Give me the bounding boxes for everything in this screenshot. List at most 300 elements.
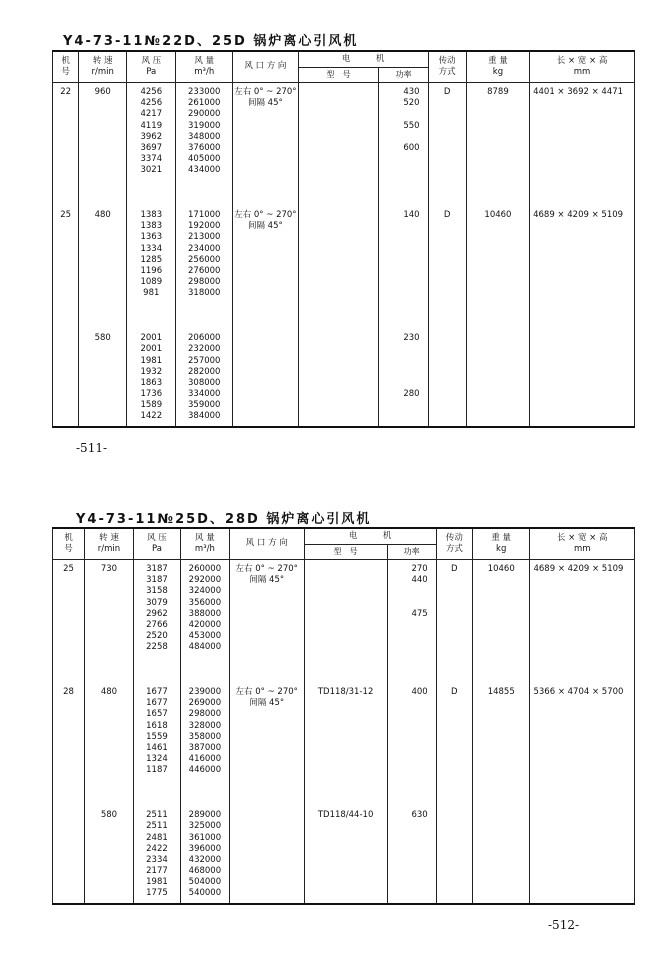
table-cell xyxy=(53,333,78,344)
table-cell xyxy=(467,356,529,367)
table-cell xyxy=(53,378,78,389)
table-cell xyxy=(53,98,78,109)
table-cell xyxy=(533,765,634,776)
table-cell xyxy=(437,866,472,877)
table-cell xyxy=(230,833,304,844)
table-cell xyxy=(299,143,379,154)
table-cell xyxy=(305,866,387,877)
col-power xyxy=(387,560,436,904)
col-drive xyxy=(428,83,466,427)
table-cell xyxy=(388,586,428,597)
table-cell xyxy=(533,709,634,720)
table-cell xyxy=(233,232,298,243)
table-cell xyxy=(388,765,428,776)
table-cell: 1089 xyxy=(140,277,163,288)
group-gap xyxy=(388,777,428,788)
table-cell: 420000 xyxy=(188,619,222,630)
table-cell xyxy=(53,221,78,232)
table-cell xyxy=(79,232,126,243)
table-cell xyxy=(473,888,530,899)
header-motor-type: 型 号 xyxy=(304,545,387,560)
group-gap xyxy=(53,322,78,333)
header-model-no: 机 号 xyxy=(53,51,79,83)
header-motor: 电 机 xyxy=(298,51,428,68)
table-cell xyxy=(230,721,304,732)
group-gap xyxy=(467,311,529,322)
table-cell xyxy=(533,877,634,888)
table-cell xyxy=(388,888,428,899)
group-gap xyxy=(181,665,229,676)
group-gap xyxy=(181,777,229,788)
header-drive: 传动 方式 xyxy=(428,51,466,83)
table-cell xyxy=(429,367,466,378)
table-cell xyxy=(467,400,529,411)
table-cell xyxy=(473,732,530,743)
table-cell xyxy=(85,642,133,653)
table-cell: D xyxy=(451,687,458,698)
group-gap xyxy=(429,300,466,311)
group-gap xyxy=(127,311,175,322)
group-gap xyxy=(53,777,84,788)
table-cell xyxy=(230,709,304,720)
table-cell xyxy=(473,586,530,597)
group-gap xyxy=(437,654,472,665)
table-cell: 2766 xyxy=(146,619,168,630)
header-drive: 传动 方式 xyxy=(436,528,472,560)
table-cell xyxy=(379,277,419,288)
group-gap xyxy=(473,777,530,788)
group-gap xyxy=(230,654,304,665)
table-cell xyxy=(429,109,466,120)
table-cell xyxy=(305,855,387,866)
table-cell xyxy=(467,378,529,389)
col-direction xyxy=(233,83,299,427)
group-gap xyxy=(388,799,428,810)
table-cell xyxy=(299,333,379,344)
table-cell: 14855 xyxy=(487,687,515,698)
table-cell: 328000 xyxy=(188,720,222,731)
group-gap xyxy=(533,788,634,799)
table-cell xyxy=(533,743,634,754)
group-gap xyxy=(233,199,298,210)
table-cell: 387000 xyxy=(188,743,222,753)
table-cell xyxy=(299,165,379,176)
table-cell xyxy=(429,132,466,143)
header-weight: 重 量 kg xyxy=(466,51,529,83)
col-drive xyxy=(436,560,472,904)
table-cell: 3962 xyxy=(140,131,163,142)
group-gap xyxy=(134,777,180,788)
group-gap xyxy=(473,799,530,810)
table-cell xyxy=(533,411,634,422)
group-gap xyxy=(379,300,419,311)
table-cell xyxy=(85,609,133,620)
group-gap xyxy=(176,322,232,333)
table-cell xyxy=(467,255,529,266)
col-motor-type xyxy=(304,560,387,904)
table-cell xyxy=(437,810,472,821)
table-cell xyxy=(53,411,78,422)
table-cell xyxy=(533,620,634,631)
table-cell: 400 xyxy=(411,687,428,698)
table-cell xyxy=(305,844,387,855)
group-gap xyxy=(467,199,529,210)
fan-spec-table xyxy=(52,527,635,905)
table-cell: 206000 xyxy=(188,333,221,344)
table-cell xyxy=(437,821,472,832)
table-cell xyxy=(53,356,78,367)
group-gap xyxy=(299,177,379,188)
table-cell: 280 xyxy=(403,389,420,400)
table-cell xyxy=(467,288,529,299)
group-gap xyxy=(53,788,84,799)
table-cell xyxy=(53,855,84,866)
group-gap xyxy=(176,188,232,199)
group-gap xyxy=(429,199,466,210)
table-cell xyxy=(53,575,84,586)
group-gap xyxy=(181,654,229,665)
table-cell xyxy=(79,255,126,266)
group-gap xyxy=(181,788,229,799)
table-cell xyxy=(79,132,126,143)
header-model-no: 机 号 xyxy=(53,528,85,560)
table-cell: 348000 xyxy=(188,131,221,142)
table-cell xyxy=(533,888,634,899)
table-cell xyxy=(388,855,428,866)
table-cell xyxy=(79,121,126,132)
table-cell xyxy=(305,698,387,709)
group-gap xyxy=(181,799,229,810)
group-gap xyxy=(533,199,634,210)
group-gap xyxy=(176,199,232,210)
table-cell: 28 xyxy=(63,687,74,698)
table-cell xyxy=(299,221,379,232)
group-gap xyxy=(134,676,180,687)
group-gap xyxy=(230,777,304,788)
table-cell xyxy=(53,631,84,642)
table-cell xyxy=(388,709,428,720)
table-cell xyxy=(299,411,379,422)
table-cell xyxy=(85,765,133,776)
table-cell: 232000 xyxy=(188,344,221,355)
col-speed xyxy=(84,560,133,904)
table-cell xyxy=(533,367,634,378)
table-cell xyxy=(467,277,529,288)
page-title: Y4-73-11№22D、25D 锅炉离心引风机 xyxy=(63,34,359,49)
group-gap xyxy=(53,799,84,810)
table-cell xyxy=(79,288,126,299)
table-cell xyxy=(299,356,379,367)
table-cell xyxy=(233,154,298,165)
group-gap xyxy=(437,788,472,799)
table-cell xyxy=(305,721,387,732)
table-cell xyxy=(305,877,387,888)
table-cell xyxy=(533,356,634,367)
table-cell xyxy=(299,255,379,266)
table-cell xyxy=(533,154,634,165)
table-cell: 4119 xyxy=(140,120,163,131)
group-gap xyxy=(79,188,126,199)
group-gap xyxy=(176,311,232,322)
table-cell: 480 xyxy=(94,210,111,221)
group-gap xyxy=(467,177,529,188)
table-cell xyxy=(53,154,78,165)
group-gap xyxy=(299,322,379,333)
table-cell: 1324 xyxy=(146,754,168,765)
group-gap xyxy=(473,676,530,687)
table-cell xyxy=(53,266,78,277)
group-gap xyxy=(134,799,180,810)
group-gap xyxy=(53,311,78,322)
table-cell xyxy=(305,642,387,653)
table-cell: 1677 xyxy=(146,687,168,698)
table-cell xyxy=(299,378,379,389)
table-cell xyxy=(230,609,304,620)
table-cell xyxy=(53,244,78,255)
table-cell xyxy=(85,821,133,832)
table-cell xyxy=(230,642,304,653)
table-cell xyxy=(305,620,387,631)
table-cell: 1736 xyxy=(140,389,163,400)
table-cell: 2422 xyxy=(146,843,168,854)
group-gap xyxy=(473,788,530,799)
table-cell: 140 xyxy=(403,210,420,221)
table-cell xyxy=(53,598,84,609)
table-cell xyxy=(233,344,298,355)
table-cell xyxy=(467,344,529,355)
header-speed: 转 速 r/min xyxy=(84,528,133,560)
table-cell xyxy=(305,765,387,776)
table-cell: 2258 xyxy=(146,642,168,653)
table-cell: 580 xyxy=(100,810,118,821)
table-cell: 1383 xyxy=(140,221,163,232)
table-cell xyxy=(305,888,387,899)
table-cell xyxy=(85,855,133,866)
group-gap xyxy=(233,322,298,333)
table-cell xyxy=(379,378,419,389)
table-cell xyxy=(437,888,472,899)
table-cell xyxy=(305,598,387,609)
group-gap xyxy=(233,188,298,199)
table-cell: 434000 xyxy=(188,165,221,176)
table-cell: 234000 xyxy=(188,243,221,254)
group-gap xyxy=(230,799,304,810)
table-cell xyxy=(473,642,530,653)
table-cell xyxy=(230,866,304,877)
table-cell xyxy=(429,244,466,255)
group-gap xyxy=(233,177,298,188)
table-cell: 2520 xyxy=(146,631,168,642)
table-cell: 730 xyxy=(100,564,118,574)
group-gap xyxy=(437,676,472,687)
table-cell: 左右 0° ~ 270° xyxy=(234,210,297,221)
table-cell xyxy=(473,743,530,754)
table-cell xyxy=(379,367,419,378)
table-cell: 4256 xyxy=(140,98,163,109)
table-cell: 550 xyxy=(403,120,420,131)
group-gap xyxy=(127,199,175,210)
table-cell: 间隔 45° xyxy=(247,221,283,232)
table-cell xyxy=(437,642,472,653)
table-cell xyxy=(79,244,126,255)
group-gap xyxy=(299,199,379,210)
table-cell: 376000 xyxy=(188,142,221,153)
table-cell xyxy=(53,288,78,299)
group-gap xyxy=(53,654,84,665)
table-cell: 192000 xyxy=(188,221,221,232)
table-cell xyxy=(388,833,428,844)
table-cell xyxy=(379,400,419,411)
table-cell xyxy=(85,877,133,888)
table-cell: 1863 xyxy=(140,377,163,388)
table-cell xyxy=(533,378,634,389)
table-cell xyxy=(429,277,466,288)
table-cell xyxy=(533,598,634,609)
table-cell xyxy=(85,732,133,743)
table-cell xyxy=(53,277,78,288)
table-cell: D xyxy=(443,210,451,221)
table-cell: 左右 0° ~ 270° xyxy=(234,87,297,97)
table-cell xyxy=(53,143,78,154)
table-cell: 440 xyxy=(411,575,428,586)
group-gap xyxy=(467,188,529,199)
col-pressure xyxy=(127,83,176,427)
table-cell xyxy=(467,132,529,143)
group-gap xyxy=(473,665,530,676)
table-cell xyxy=(230,743,304,754)
table-cell xyxy=(473,877,530,888)
table-cell xyxy=(230,765,304,776)
group-gap xyxy=(233,311,298,322)
table-cell xyxy=(533,389,634,400)
table-cell: 269000 xyxy=(188,698,222,709)
table-cell: 276000 xyxy=(188,266,221,276)
group-gap xyxy=(85,788,133,799)
table-cell: D xyxy=(451,564,458,574)
table-cell xyxy=(85,743,133,754)
table-cell: 4401 × 3692 × 4471 xyxy=(533,87,624,97)
table-cell: 960 xyxy=(94,87,111,97)
group-gap xyxy=(533,799,634,810)
col-flow xyxy=(180,560,229,904)
table-cell: 405000 xyxy=(188,154,221,165)
table-cell: 2511 xyxy=(146,821,168,832)
table-cell: 间隔 45° xyxy=(247,98,283,109)
page-title: Y4-73-11№25D、28D 锅炉离心引风机 xyxy=(76,512,372,527)
table-cell: 325000 xyxy=(188,821,222,832)
table-cell xyxy=(85,631,133,642)
table-cell xyxy=(388,821,428,832)
table-cell xyxy=(230,844,304,855)
table-cell xyxy=(467,389,529,400)
table-cell xyxy=(53,121,78,132)
table-cell xyxy=(53,255,78,266)
table-cell xyxy=(473,866,530,877)
group-gap xyxy=(388,665,428,676)
table-cell xyxy=(79,109,126,120)
group-gap xyxy=(53,300,78,311)
table-cell: 453000 xyxy=(188,631,222,642)
table-cell xyxy=(437,844,472,855)
table-cell: TD118/44-10 xyxy=(317,810,374,821)
fan-spec-table xyxy=(52,50,635,428)
table-cell xyxy=(299,344,379,355)
table-cell xyxy=(299,244,379,255)
table-cell: 2177 xyxy=(146,866,168,877)
table-cell xyxy=(533,277,634,288)
table-cell: 1981 xyxy=(146,877,168,888)
table-cell xyxy=(53,586,84,597)
table-cell xyxy=(437,609,472,620)
table-cell: 1334 xyxy=(140,243,163,254)
col-model-no xyxy=(53,83,79,427)
col-dims xyxy=(530,83,635,427)
table-cell xyxy=(429,121,466,132)
table-cell xyxy=(53,698,84,709)
group-gap xyxy=(533,300,634,311)
table-cell: 1461 xyxy=(146,743,168,753)
group-gap xyxy=(127,177,175,188)
group-gap xyxy=(533,665,634,676)
table-cell: 239000 xyxy=(188,687,222,698)
table-cell xyxy=(467,232,529,243)
group-gap xyxy=(79,177,126,188)
table-cell xyxy=(437,575,472,586)
table-cell xyxy=(533,810,634,821)
table-cell xyxy=(533,642,634,653)
group-gap xyxy=(53,676,84,687)
table-cell xyxy=(473,698,530,709)
table-cell: 22 xyxy=(60,87,72,97)
table-cell xyxy=(467,121,529,132)
table-cell xyxy=(429,232,466,243)
table-cell: 298000 xyxy=(188,277,221,288)
group-gap xyxy=(127,322,175,333)
table-cell: TD118/31-12 xyxy=(317,687,374,698)
group-gap xyxy=(305,788,387,799)
table-cell xyxy=(299,400,379,411)
table-cell xyxy=(79,389,126,400)
table-cell: 446000 xyxy=(188,765,222,776)
group-gap xyxy=(127,188,175,199)
table-cell xyxy=(305,732,387,743)
table-cell xyxy=(233,121,298,132)
table-cell: 580 xyxy=(94,333,111,344)
table-cell: 1657 xyxy=(146,709,168,720)
group-gap xyxy=(533,188,634,199)
table-cell xyxy=(233,389,298,400)
table-cell xyxy=(533,821,634,832)
table-cell xyxy=(437,877,472,888)
group-gap xyxy=(85,799,133,810)
table-cell xyxy=(429,288,466,299)
table-cell xyxy=(437,754,472,765)
table-cell xyxy=(230,877,304,888)
table-body xyxy=(53,83,635,427)
table-cell: 282000 xyxy=(188,366,221,377)
table-cell xyxy=(388,698,428,709)
header-motor-type: 型 号 xyxy=(298,68,379,83)
group-gap xyxy=(388,654,428,665)
table-cell xyxy=(299,121,379,132)
table-cell: 左右 0° ~ 270° xyxy=(235,564,298,574)
table-cell: 600 xyxy=(403,142,420,153)
group-gap xyxy=(533,654,634,665)
table-cell xyxy=(299,109,379,120)
table-cell xyxy=(429,221,466,232)
table-cell xyxy=(53,721,84,732)
table-cell xyxy=(437,765,472,776)
